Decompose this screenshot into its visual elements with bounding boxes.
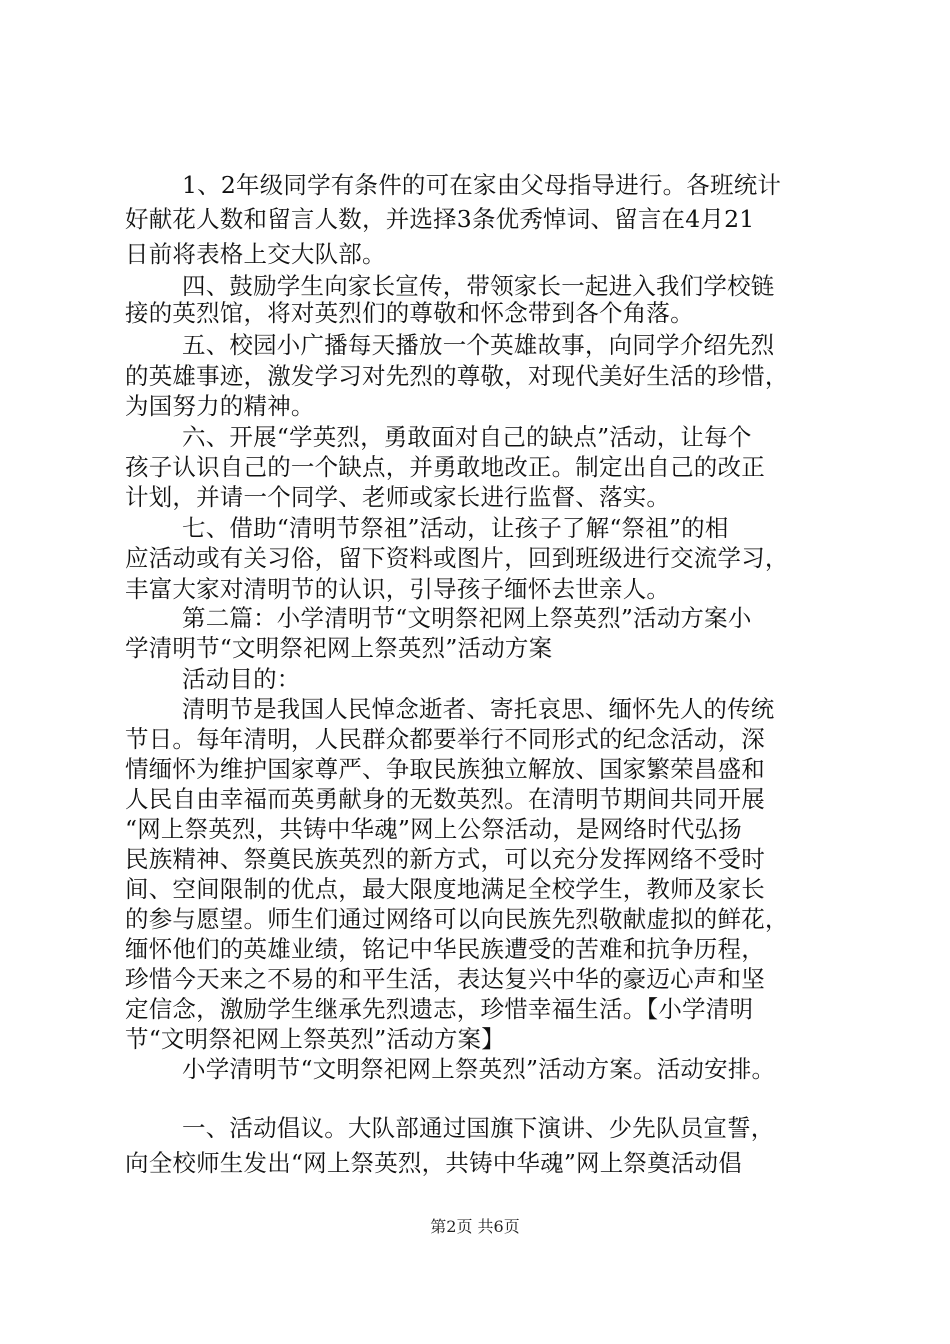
text-line: 应活动或有关习俗，留下资料或图片，回到班级进行交流学习， [125,544,789,572]
text-line: 节日。每年清明，人民群众都要举行不同形式的纪念活动，深 [125,725,765,753]
text-line: 孩子认识自己的一个缺点，并勇敢地改正。制定出自己的改正 [125,453,765,481]
text-line: 一、活动倡议。大队部通过国旗下演讲、少先队员宣誓， [182,1114,775,1142]
text-line: 丰富大家对清明节的认识，引导孩子缅怀去世亲人。 [125,575,671,603]
text-line: 小学清明节“文明祭祀网上祭英烈”活动方案。活动安排。 [182,1055,776,1083]
text-line: 活动目的： [182,665,301,693]
text-line: 民族精神、祭奠民族英烈的新方式，可以充分发挥网络不受时 [125,845,765,873]
text-line: 为国努力的精神。 [125,392,315,420]
text-line: 节“文明祭祀网上祭英烈”活动方案】 [125,1025,505,1053]
text-line: 间、空间限制的优点，最大限度地满足全校学生，教师及家长 [125,875,765,903]
text-line: 向全校师生发出“网上祭英烈，共铸中华魂”网上祭奠活动倡 [125,1149,742,1177]
text-line: “网上祭英烈，共铸中华魂”网上公祭活动，是网络时代弘扬 [125,815,742,843]
text-line: 日前将表格上交大队部。 [125,240,386,268]
text-line: 七、借助“清明节祭祖”活动，让孩子了解“祭祖”的相 [182,514,729,542]
text-line: 五、校园小广播每天播放一个英雄故事，向同学介绍先烈 [182,331,775,359]
page-footer: 第2页 共6页 [430,1217,520,1236]
text-line: 清明节是我国人民悼念逝者、寄托哀思、缅怀先人的传统 [182,695,775,723]
text-line: 珍惜今天来之不易的和平生活，表达复兴中华的豪迈心声和坚 [125,965,765,993]
text-line: 六、开展“学英烈，勇敢面对自己的缺点”活动，让每个 [182,423,752,451]
text-line: 1、2年级同学有条件的可在家由父母指导进行。各班统计 [182,171,782,199]
text-line: 好献花人数和留言人数，并选择3条优秀悼词、留言在4月21 [125,205,755,233]
text-line: 四、鼓励学生向家长宣传，带领家长一起进入我们学校链 [182,272,775,300]
text-line: 的英雄事迹，激发学习对先烈的尊敬，对现代美好生活的珍惜， [125,362,789,390]
text-line: 接的英烈馆，将对英烈们的尊敬和怀念带到各个角落。 [125,299,694,327]
text-line: 第二篇：小学清明节“文明祭祀网上祭英烈”活动方案小 [182,604,752,632]
text-line: 定信念，激励学生继承先烈遗志，珍惜幸福生活。【小学清明 [125,995,754,1023]
text-line: 计划，并请一个同学、老师或家长进行监督、落实。 [125,483,671,511]
text-line: 情缅怀为维护国家尊严、争取民族独立解放、国家繁荣昌盛和 [125,755,765,783]
text-line: 人民自由幸福而英勇献身的无数英烈。在清明节期间共同开展 [125,785,765,813]
text-line: 的参与愿望。师生们通过网络可以向民族先烈敬献虚拟的鲜花， [125,905,789,933]
text-line: 缅怀他们的英雄业绩，铭记中华民族遭受的苦难和抗争历程， [125,935,765,963]
text-line: 学清明节“文明祭祀网上祭英烈”活动方案 [125,634,553,662]
